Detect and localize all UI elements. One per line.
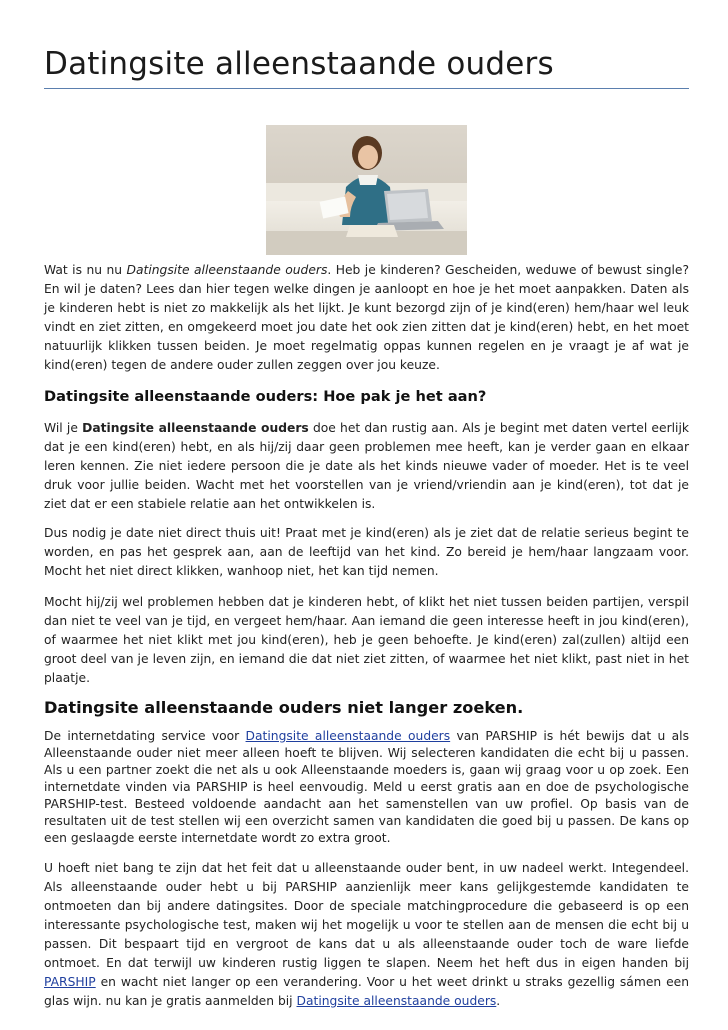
advantage-text-b: en wacht niet langer op een verandering. Voor u het weet drinkt u straks gezellig sámen een glas wijn. nu kan je gratis aanmelden bij	[44, 975, 689, 1008]
section-heading-search: Datingsite alleenstaande ouders niet langer zoeken.	[44, 698, 524, 717]
parship-link[interactable]: PARSHIP	[44, 975, 96, 989]
document-page	[44, 0, 689, 1011]
approach-text-a: Wil je	[44, 421, 83, 435]
service-text-b: van PARSHIP is hét bewijs dat u als Alleenstaande ouder niet meer alleen hoeft te blijven. Wij selecteren kandidaten die echt bij u passen. Als u een partner zoekt die net als u ook Alleenstaande moeders is, gaan wij graag voor u op zoek. Een internetdate vinden via PARSHIP is heel eenvoudig. Meld u eerst gratis aan en doe de psychologische PARSHIP-test. Besteed voldoende aandacht aan het samenstellen van uw profiel. Op basis van de resultaten uit de test stellen wij een overzicht samen van kandidaten die goed bij u passen. De kans op een geslaagde eerste internetdate wordt zo extra groot.	[44, 729, 689, 845]
approach-strong: Datingsite alleenstaande ouders	[82, 421, 309, 435]
paragraph-problems: Mocht hij/zij wel problemen hebben dat je kinderen hebt, of klikt het niet tussen beiden partijen, verspil dan niet te veel van je tijd, en vergeet hem/haar. Aan iemand die geen interesse heeft in jou kind(eren), of waarmee het niet klikt met jou kind(eren), heb je geen behoefte. Je kind(eren) zal(zullen) altijd een groot deel van je leven zijn, en iemand die dat niet ziet zitten, of waarmee het niet klikt, past niet in het plaatje.	[44, 595, 689, 685]
advantage-text-a: U hoeft niet bang te zijn dat het feit dat u alleenstaande ouder bent, in uw nadeel werkt. Integendeel. Als alleenstaande ouder hebt u bij PARSHIP aanzienlijk meer kans gelijkgestemde kandidaten te ontmoeten dan bij andere datingsites. Door de speciale matchingprocedure die gebaseerd is op een interessante psychologische test, maken wij het mogelijk u voor te stellen aan de mensen die echt bij u passen. Dit bespaart tijd en vergroot de kans dat u als alleenstaande ouder toch de ware liefde ontmoet. En dat terwijl uw kinderen rustig liggen te slapen. Neem het heft dus in eigen handen bij	[44, 861, 689, 970]
intro-paragraph	[44, 261, 689, 375]
intro-emphasis: Datingsite alleenstaande ouders	[126, 263, 328, 277]
datingsite-link-bottom[interactable]: Datingsite alleenstaande ouders	[296, 994, 497, 1008]
advantage-text-c: .	[496, 994, 501, 1008]
intro-text-b: . Heb je kinderen? Gescheiden, weduwe of bewust single? En wil je daten? Lees dan hier tegen welke dingen je aanloopt en hoe je het moet aanpakken. Daten als je kinderen hebt is niet zo makkelijk als het lijkt. Je kunt bezorgd zijn of je kind(eren) hem/haar wel leuk vindt en ziet zitten, en omgekeerd moet jou date het ook zien zitten dat je kind(eren) hebt, en het moet natuurlijk klikken tussen beiden. Je moet regelmatig oppas kunnen regelen en je vraagt je af wat je kind(eren) tegen de andere ouder zullen zeggen over jou keuze.	[44, 263, 690, 372]
intro-text-a: Wat is nu nu	[44, 263, 127, 277]
woman-with-laptop-photo	[266, 125, 467, 255]
paragraph-approach	[44, 419, 689, 514]
datingsite-link[interactable]: Datingsite alleenstaande ouders	[245, 729, 451, 743]
service-text-a: De internetdating service voor	[44, 729, 246, 743]
paragraph-advantage	[44, 859, 689, 1011]
page-title: Datingsite alleenstaande ouders	[44, 46, 554, 82]
paragraph-invite: Dus nodig je date niet direct thuis uit! Praat met je kind(eren) als je ziet dat de relatie serieus begint te worden, en pas het gesprek aan, aan de leeftijd van het kind. Zo bereid je hem/haar langzaam voor. Mocht het niet direct klikken, wanhoop niet, het kan tijd nemen.	[44, 526, 689, 578]
paragraph-parship-service	[44, 728, 689, 847]
section-heading-how: Datingsite alleenstaande ouders: Hoe pak je het aan?	[44, 388, 487, 405]
title-underline	[44, 88, 689, 89]
approach-text-b: doe het dan rustig aan. Als je begint met daten vertel eerlijk dat je een kind(eren) hebt, en als hij/zij daar geen problemen mee heeft, kan je verder gaan en elkaar leren kennen. Zie niet iedere persoon die je date als het kinds nieuwe vader of moeder. Het is te veel druk voor jullie beiden. Wacht met het voorstellen van je vriend/vriendin aan je kind(eren), tot dat je ziet dat er een stabiele relatie aan het ontwikkelen is.	[44, 421, 689, 511]
